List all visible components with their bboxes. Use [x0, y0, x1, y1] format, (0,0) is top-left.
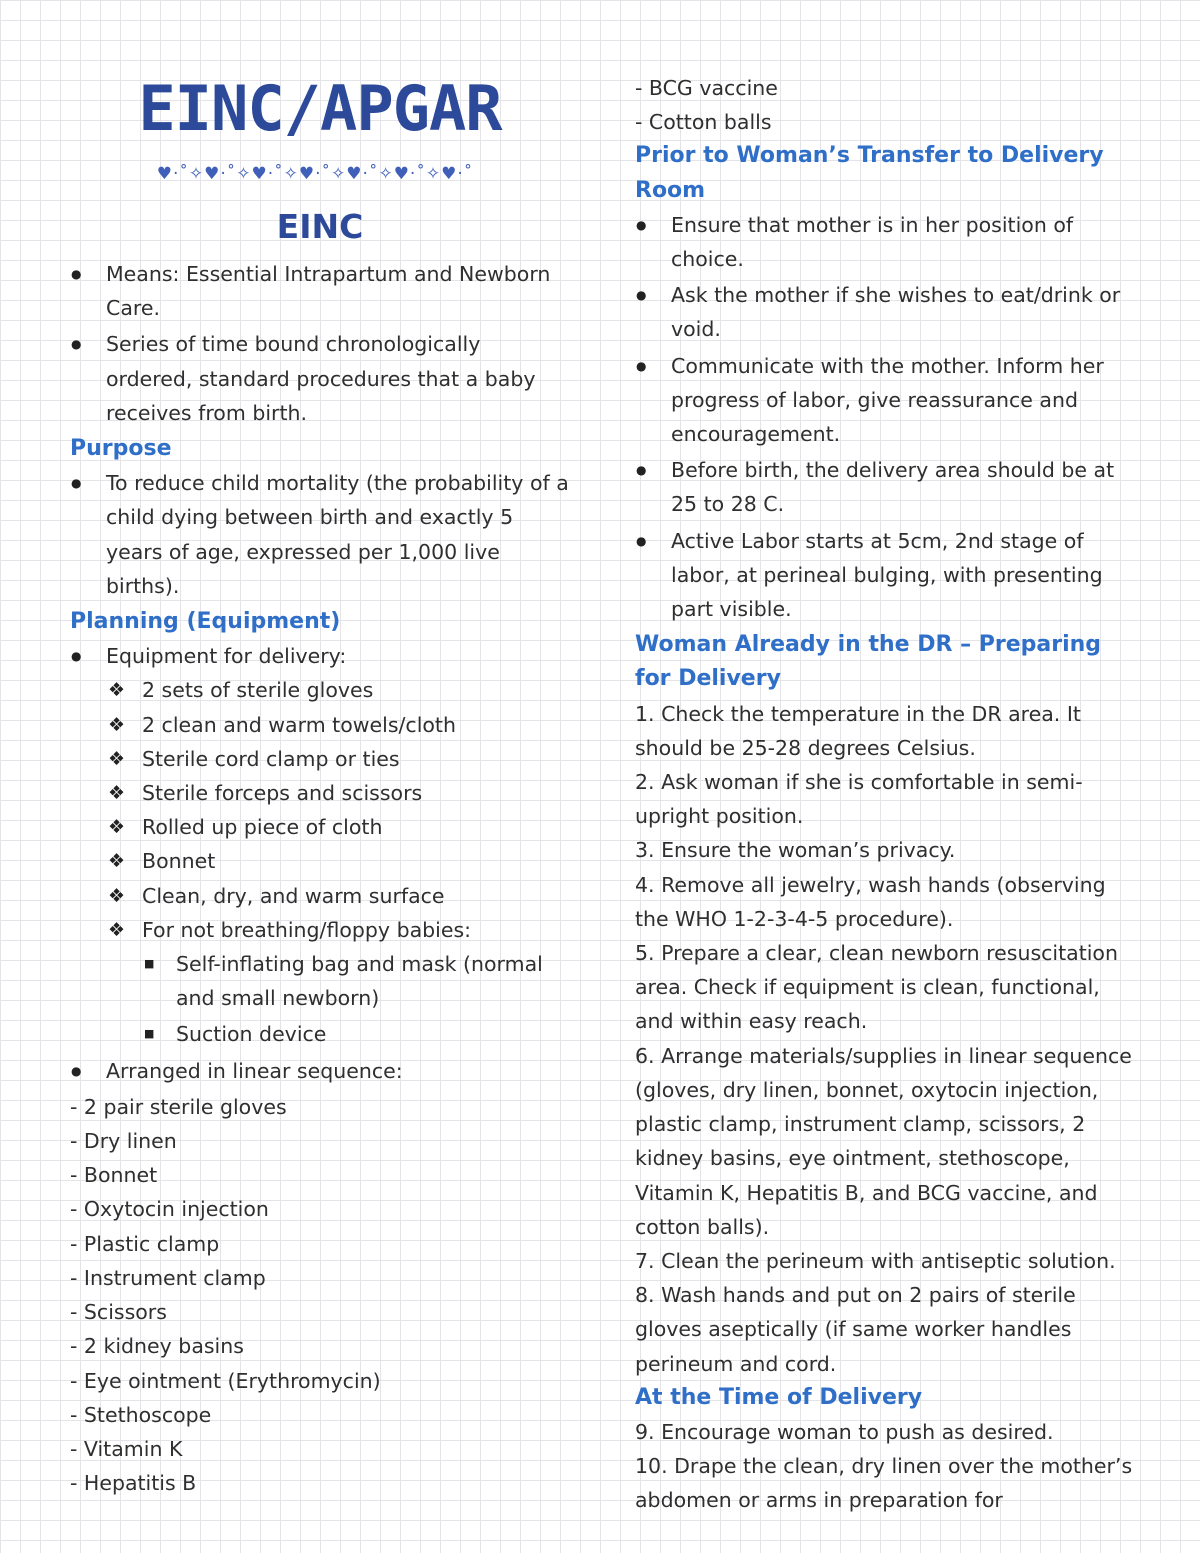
list-item: - Instrument clamp — [70, 1265, 266, 1290]
list-item: - BCG vaccine — [635, 76, 778, 100]
step-item: 6. Arrange materials/supplies in linear sequence (gloves, dry linen, bonnet, oxytocin injection, plastic clamp, instrument clamp, scissors, 2 kidney basins, eye ointment, stethoscope, Vitamin K, Hepatitis B, and BCG vaccine, and cotton balls). — [635, 1043, 1132, 1239]
decorative-divider: ♥·˚✧♥·˚✧♥·˚✧♥·˚✧♥·˚✧♥·˚✧♥·˚ — [156, 164, 474, 184]
list-item: ● Ask the mother if she wishes to eat/drink or void. — [635, 278, 1135, 346]
list-item: - Scissors — [70, 1300, 167, 1325]
step-item: 10. Drape the clean, dry linen over the mother’s abdomen or arms in preparation for — [635, 1454, 1133, 1513]
heading-purpose: Purpose — [70, 436, 172, 462]
list-item: ❖ Rolled up piece of cloth — [106, 810, 570, 844]
step-item: 2. Ask woman if she is comfortable in semi-upright position. — [635, 770, 1083, 829]
list-item: ❖ 2 clean and warm towels/cloth — [106, 708, 570, 742]
list-item: - Dry linen — [70, 1129, 177, 1154]
right-flow — [635, 71, 1135, 1518]
heading-time-of-delivery: At the Time of Delivery — [635, 1384, 923, 1410]
list-item: ■ Self-inflating bag and mask (normal and small newborn) — [142, 947, 570, 1015]
heading-preparing-delivery: Woman Already in the DR – Preparing for Delivery — [635, 632, 1102, 692]
preparing-steps — [635, 697, 1135, 1381]
list-item: - Stethoscope — [70, 1402, 212, 1427]
linear-sequence-list — [70, 1090, 570, 1500]
step-item: 9. Encourage woman to push as desired. — [635, 1419, 1054, 1444]
equipment-sublist — [106, 673, 570, 1051]
list-item: - Hepatitis B — [70, 1471, 197, 1496]
heading-prior-transfer: Prior to Woman’s Transfer to Delivery Room — [635, 143, 1104, 203]
list-item: ❖ Bonnet — [106, 844, 570, 878]
prior-transfer-list — [635, 208, 1135, 626]
list-item: ■ Suction device — [142, 1017, 570, 1051]
step-item: 7. Clean the perineum with antiseptic solution. — [635, 1248, 1116, 1273]
list-item: ❖ 2 sets of sterile gloves — [106, 673, 570, 707]
list-item — [70, 639, 570, 1051]
equipment-label: Equipment for delivery: — [106, 644, 347, 669]
step-item: 4. Remove all jewelry, wash hands (observing the WHO 1-2-3-4-5 procedure). — [635, 872, 1106, 931]
purpose-list — [70, 466, 570, 603]
list-item: - Cotton balls — [635, 110, 772, 135]
list-item: - Vitamin K — [70, 1436, 183, 1461]
list-item: - Eye ointment (Erythromycin) — [70, 1368, 381, 1393]
list-item: ● Communicate with the mother. Inform her progress of labor, give reassurance and encouragement. — [635, 349, 1135, 452]
floppy-label: ❖ For not breathing/floppy babies: — [142, 917, 472, 942]
list-item — [106, 913, 570, 1052]
list-item: ● Means: Essential Intrapartum and Newborn Care. — [70, 257, 570, 325]
list-item: - Oxytocin injection — [70, 1197, 269, 1222]
list-item: ● To reduce child mortality (the probability of a child dying between birth and exactly 5 years of age, expressed per 1,000 live births). — [70, 466, 570, 603]
floppy-sublist — [142, 947, 570, 1052]
list-item: ❖ Clean, dry, and warm surface — [106, 879, 570, 913]
intro-list — [70, 257, 570, 430]
heading-planning: Planning (Equipment) — [70, 609, 341, 635]
continued-list — [635, 71, 1135, 139]
list-item: ● Active Labor starts at 5cm, 2nd stage of labor, at perineal bulging, with presenting part visible. — [635, 524, 1135, 627]
list-item: - Plastic clamp — [70, 1231, 220, 1256]
step-item: 1. Check the temperature in the DR area. It should be 25-28 degrees Celsius. — [635, 701, 1081, 760]
list-item: ● Series of time bound chronologically ordered, standard procedures that a baby receives from birth. — [70, 327, 570, 430]
page-title: EINC/APGAR — [138, 72, 502, 145]
list-item: ❖ Sterile forceps and scissors — [106, 776, 570, 810]
list-item: ● Arranged in linear sequence: — [70, 1054, 570, 1088]
delivery-steps — [635, 1415, 1135, 1518]
list-item: - 2 pair sterile gloves — [70, 1094, 287, 1119]
list-item: ● Ensure that mother is in her position of choice. — [635, 208, 1135, 276]
list-item: - 2 kidney basins — [70, 1334, 244, 1359]
list-item: ● Before birth, the delivery area should be at 25 to 28 C. — [635, 453, 1135, 521]
step-item: 8. Wash hands and put on 2 pairs of sterile gloves aseptically (if same worker handles perineum and cord. — [635, 1283, 1076, 1376]
step-item: 5. Prepare a clear, clean newborn resuscitation area. Check if equipment is clean, functional, and within easy reach. — [635, 941, 1118, 1034]
section-title-einc: EINC — [276, 207, 364, 246]
equipment-list — [70, 639, 570, 1088]
step-item: 3. Ensure the woman’s privacy. — [635, 838, 956, 863]
left-flow — [70, 257, 570, 1500]
list-item: - Bonnet — [70, 1163, 158, 1188]
list-item: ❖ Sterile cord clamp or ties — [106, 742, 570, 776]
